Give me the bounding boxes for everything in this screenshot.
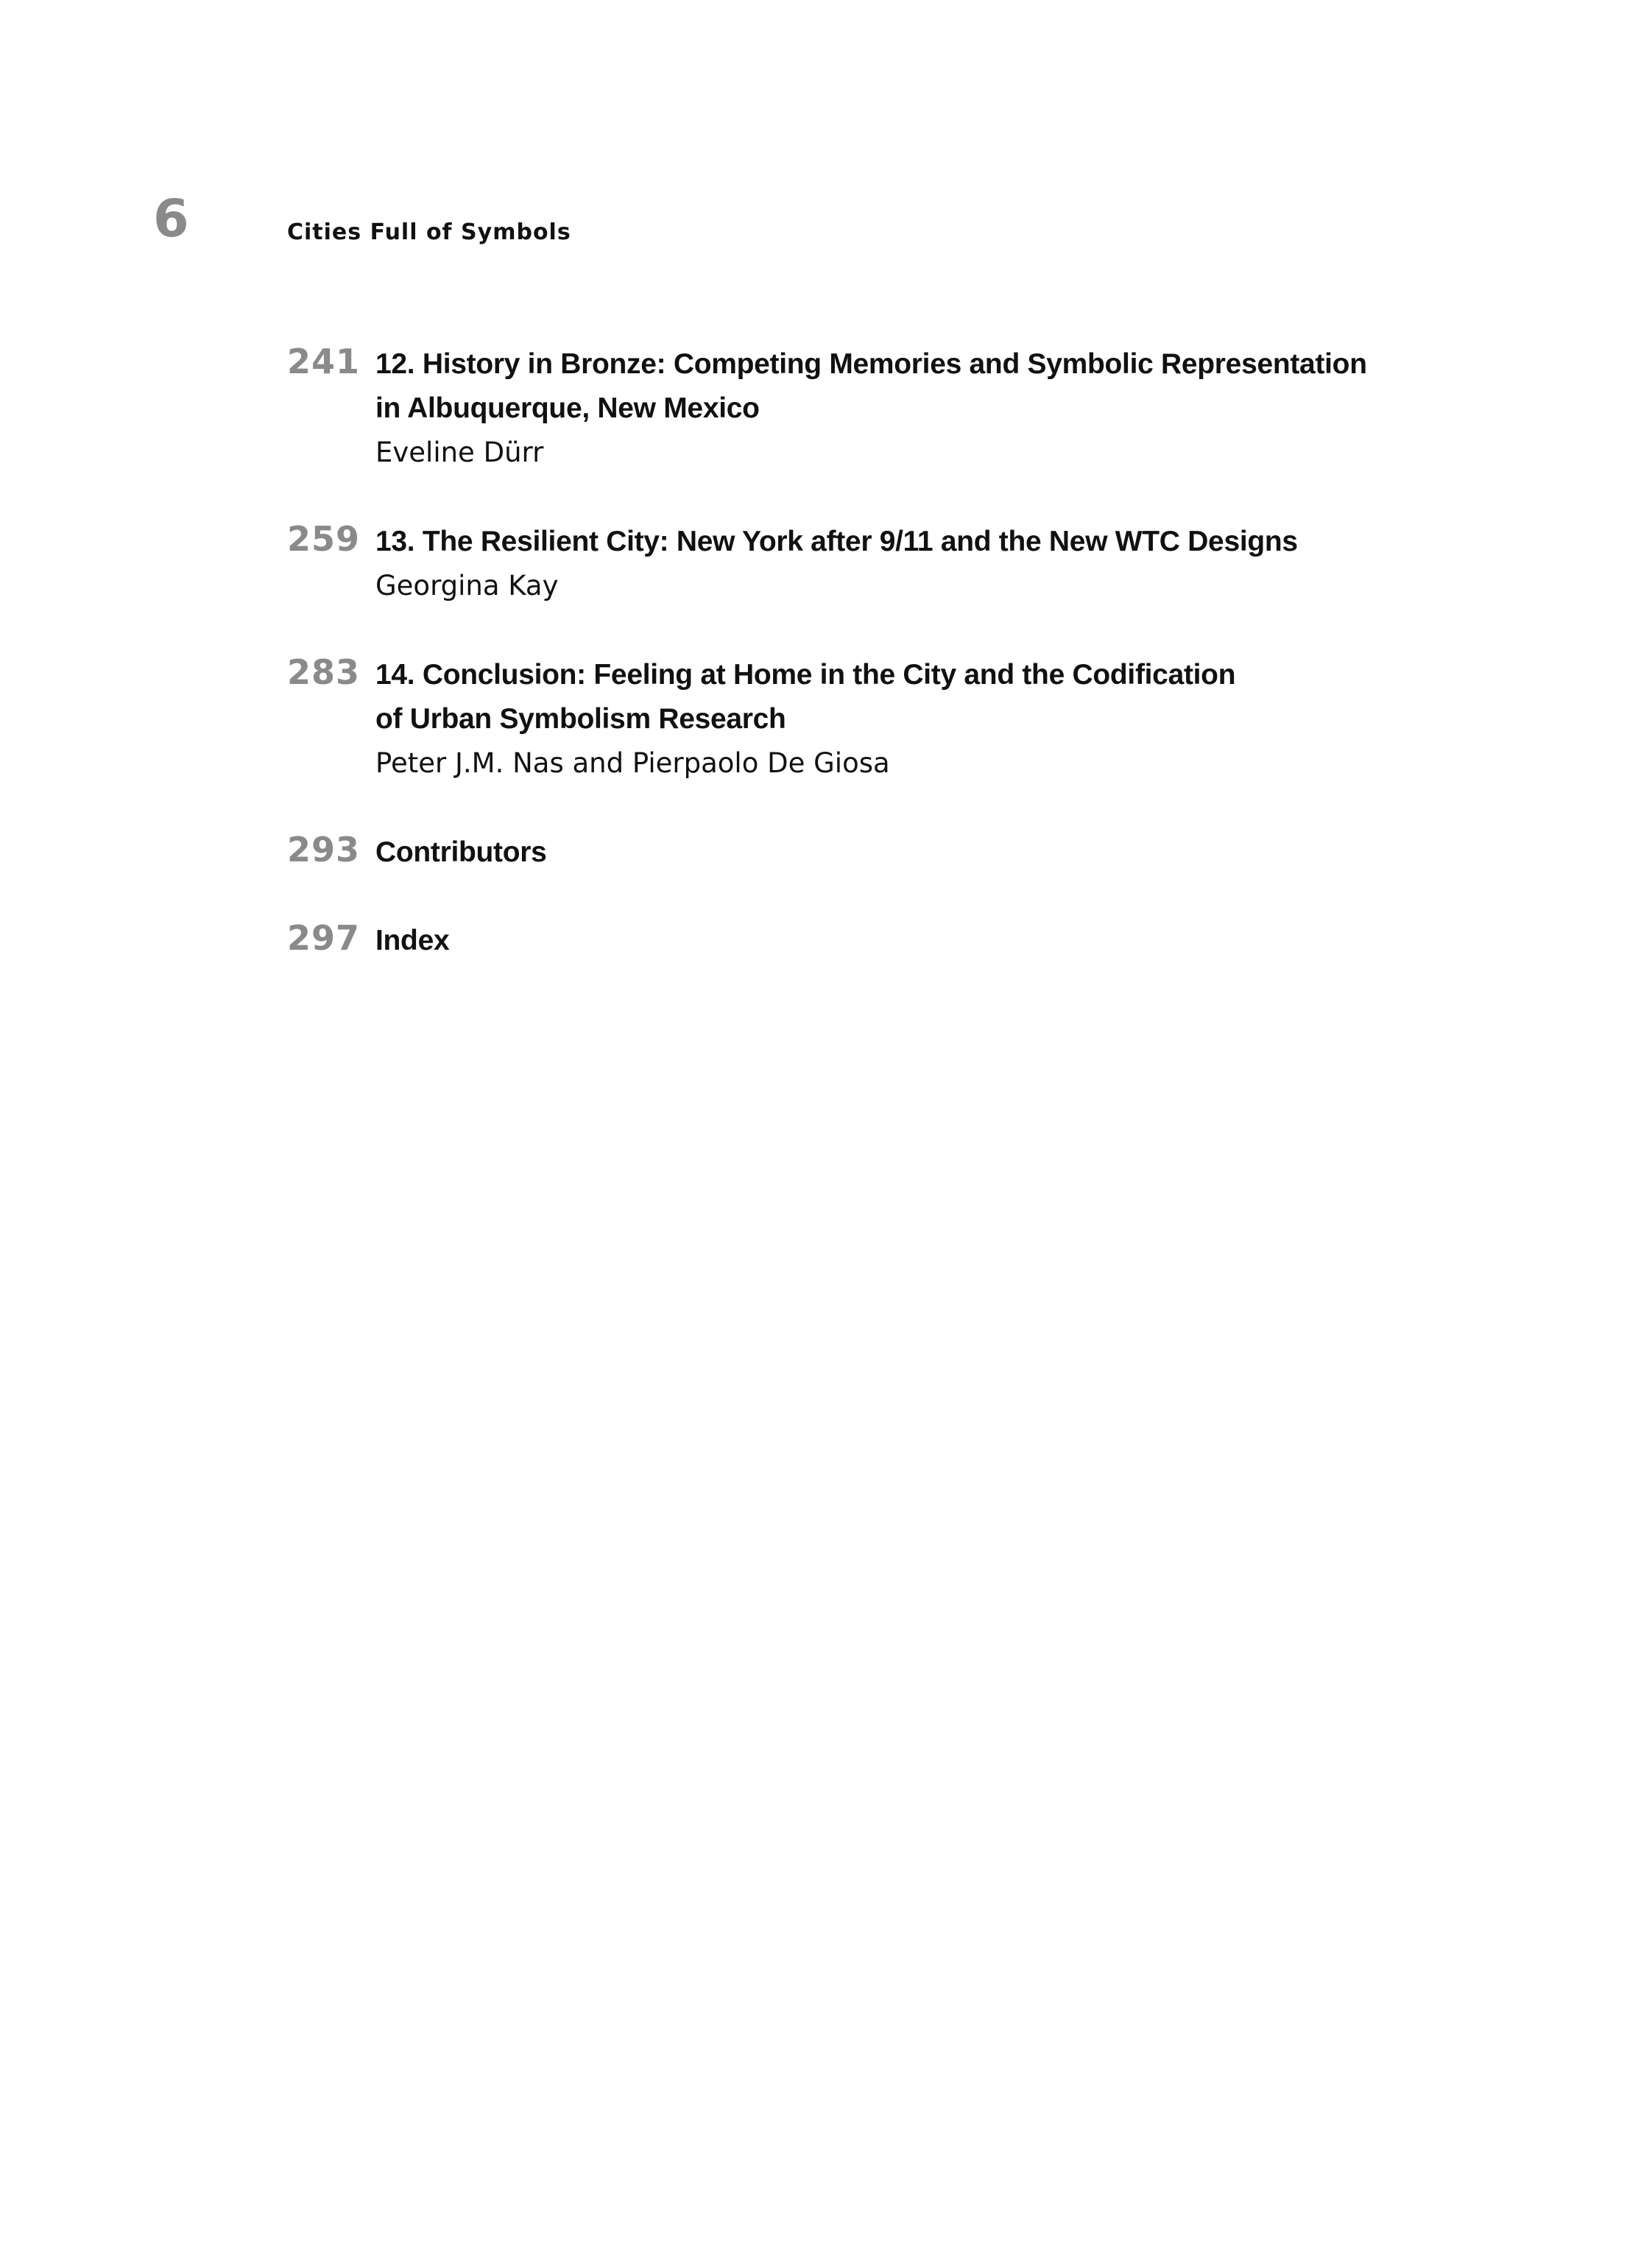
running-head: Cities Full of Symbols <box>287 219 571 245</box>
toc-entry-title-continued[interactable]: of Urban Symbolism Research <box>375 703 786 735</box>
toc-entry-title[interactable]: 14. Conclusion: Feeling at Home in the City and the Codification <box>375 659 1236 691</box>
toc-entry-author: Georgina Kay <box>375 570 559 602</box>
toc-entry-body <box>375 342 1480 475</box>
toc-entry-body <box>375 520 1480 608</box>
toc-entry-author: Peter J.M. Nas and Pierpaolo De Giosa <box>375 747 890 779</box>
toc-entry-title[interactable]: Contributors <box>375 836 547 868</box>
toc-entry-body <box>375 830 1480 875</box>
toc-page-number: 241 <box>287 342 361 381</box>
toc-entry-title[interactable]: 13. The Resilient City: New York after 9/11 and the New WTC Designs <box>375 526 1298 557</box>
toc-entry-author: Eveline Dürr <box>375 437 544 468</box>
toc-page-number: 259 <box>287 519 361 559</box>
toc-page-number: 297 <box>287 918 361 958</box>
toc-entry-title[interactable]: 12. History in Bronze: Competing Memories and Symbolic Representation <box>375 348 1367 380</box>
toc-entry-body <box>375 653 1480 786</box>
toc-entry-body <box>375 919 1480 963</box>
toc-entry-title-continued[interactable]: in Albuquerque, New Mexico <box>375 392 760 424</box>
toc-entry-title[interactable]: Index <box>375 925 450 956</box>
toc-page-number: 293 <box>287 830 361 870</box>
page-number: 6 <box>153 188 189 249</box>
toc-page-number: 283 <box>287 652 361 692</box>
